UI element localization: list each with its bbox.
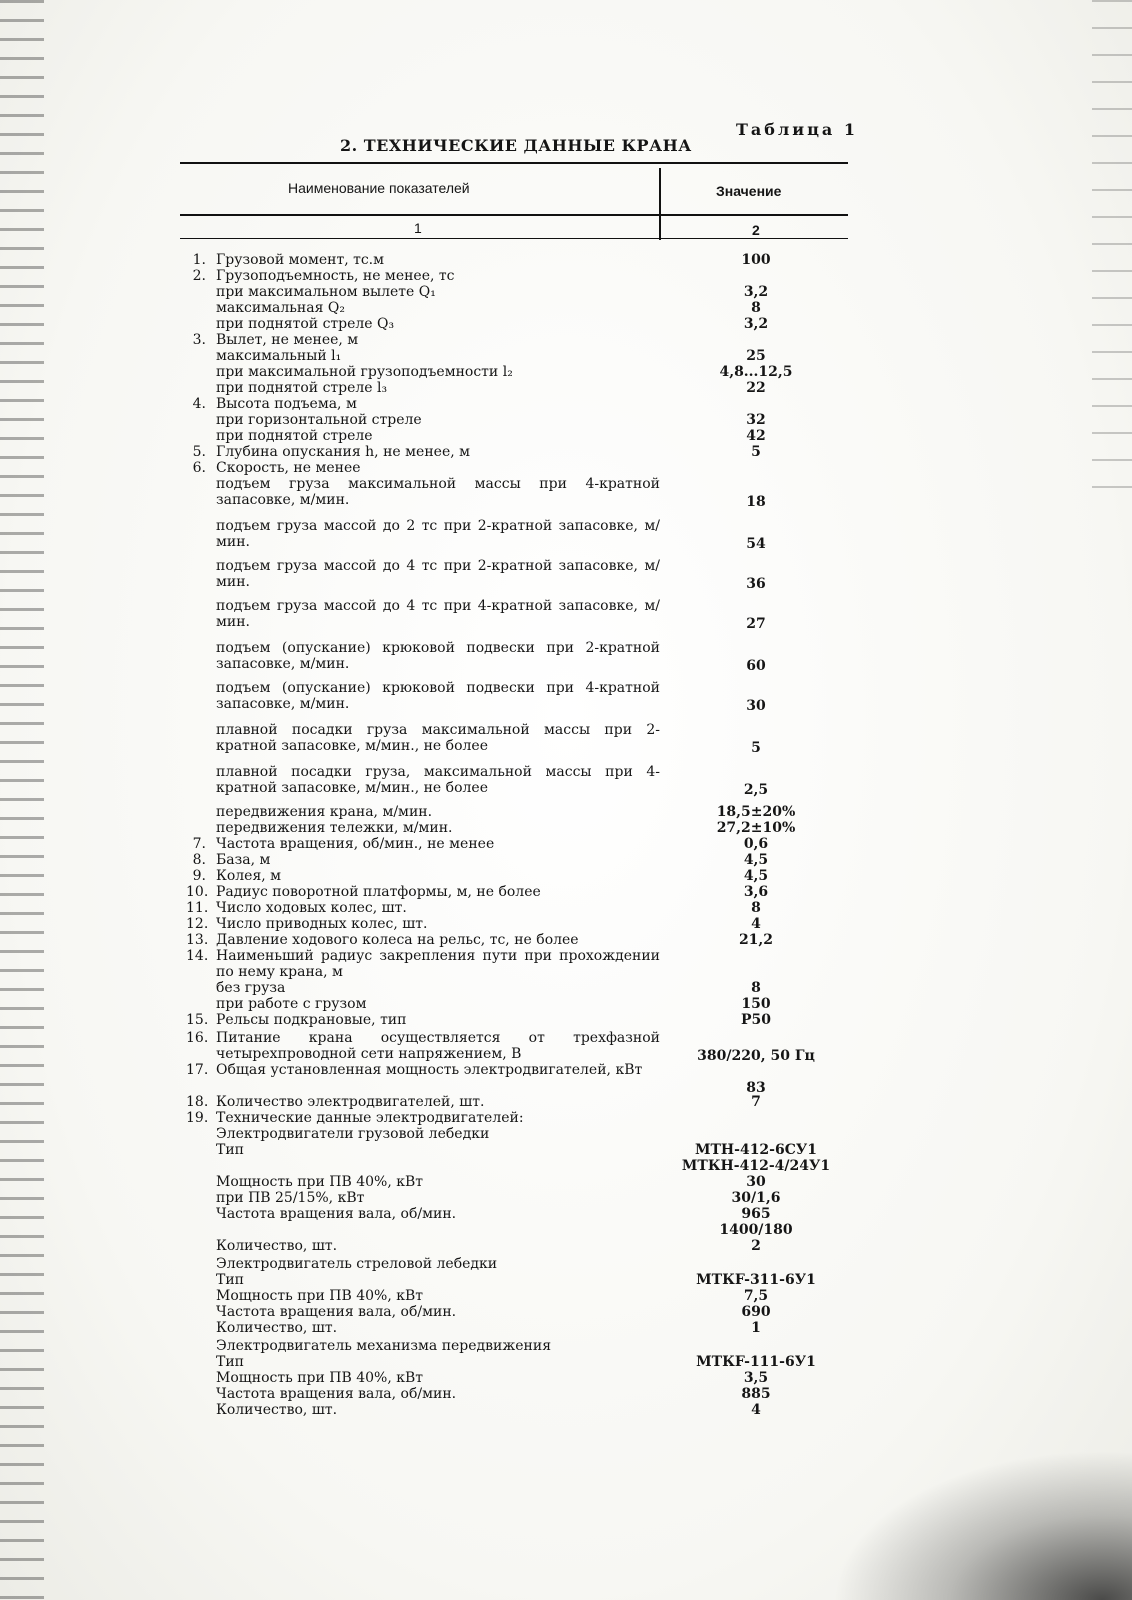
row-value: 4,8...12,5 [719, 364, 793, 380]
row-value: 965 [741, 1206, 771, 1222]
row-number: 4. [192, 396, 206, 412]
row-label: Электродвигатель стреловой лебедки [216, 1256, 498, 1272]
row-label: при поднятой стреле Q₃ [216, 316, 395, 332]
table-label: Таблица 1 [736, 120, 858, 139]
row-label: при работе с грузом [216, 996, 367, 1012]
row-value: МТКF-311-6У1 [696, 1272, 816, 1288]
row-label: подъем груза массой до 4 тс при 2-кратной запасовке, м/мин. [216, 558, 660, 590]
row-value: 1 [751, 1320, 761, 1336]
row-value: 885 [741, 1386, 771, 1402]
row-value: 8 [751, 900, 761, 916]
row-number: 3. [192, 332, 206, 348]
row-value: 8 [751, 980, 761, 996]
row-value: 5 [751, 444, 761, 460]
row-number: 1. [192, 252, 206, 268]
row-label: при максимальной грузоподъемности l₂ [216, 364, 513, 380]
row-value: 3,2 [743, 316, 769, 332]
row-label: при максимальном вылете Q₁ [216, 284, 436, 300]
row-value: 60 [746, 658, 766, 674]
row-value: Р50 [740, 1012, 771, 1028]
row-value: 1400/180 [719, 1222, 793, 1238]
row-number: 9. [192, 868, 206, 884]
row-label: Общая установленная мощность электродвигателей, кВт [216, 1062, 643, 1078]
row-value: 100 [741, 252, 771, 268]
row-label: подъем (опускание) крюковой подвески при 4-кратной запасовке, м/мин. [216, 680, 660, 712]
row-label: Скорость, не менее [216, 460, 361, 476]
row-value: 42 [746, 428, 766, 444]
row-number: 16. [186, 1030, 209, 1046]
row-label: при поднятой стреле l₃ [216, 380, 388, 396]
row-label: подъем груза массой до 2 тс при 2-кратной запасовке, м/мин. [216, 518, 660, 550]
row-label: Колея, м [216, 868, 282, 884]
row-label: Частота вращения вала, об/мин. [216, 1304, 457, 1320]
row-number: 17. [186, 1062, 209, 1078]
row-label: Давление ходового колеса на рельс, тс, не более [216, 932, 579, 948]
row-value: 150 [741, 996, 771, 1012]
column-header-name: Наименование показателей [288, 180, 470, 196]
row-label: при поднятой стреле [216, 428, 373, 444]
row-label: максимальный l₁ [216, 348, 342, 364]
row-value: МТН-412-6СУ1 [695, 1142, 817, 1158]
row-number: 8. [192, 852, 206, 868]
row-label: Глубина опускания h, не менее, м [216, 444, 471, 460]
row-label: Частота вращения вала, об/мин. [216, 1386, 457, 1402]
row-value: 4 [751, 916, 761, 932]
row-label: Число ходовых колес, шт. [216, 900, 407, 916]
row-label: Высота подъема, м [216, 396, 357, 412]
row-value: 3,6 [743, 884, 769, 900]
row-number: 12. [186, 916, 209, 932]
row-label: Питание крана осуществляется от трехфазной четырехпроводной сети напряжением, В [216, 1030, 660, 1062]
row-label: Количество, шт. [216, 1238, 338, 1254]
row-label: Электродвигатели грузовой лебедки [216, 1126, 490, 1142]
row-label: Наименьший радиус закрепления пути при прохождении по нему крана, м [216, 948, 660, 980]
row-value: 3,2 [743, 284, 769, 300]
column-number-1: 1 [414, 220, 422, 236]
row-value: 83 [746, 1080, 766, 1096]
row-label: передвижения крана, м/мин. [216, 804, 433, 820]
row-label: Число приводных колес, шт. [216, 916, 428, 932]
row-value: МТКН-412-4/24У1 [681, 1158, 831, 1174]
row-value: 7 [751, 1094, 761, 1110]
row-label: Грузовой момент, тс.м [216, 252, 385, 268]
row-number: 6. [192, 460, 206, 476]
row-label: Частота вращения вала, об/мин. [216, 1206, 457, 1222]
row-label: передвижения тележки, м/мин. [216, 820, 453, 836]
row-label: плавной посадки груза, максимальной массы при 4-кратной запасовке, м/мин., не более [216, 764, 660, 796]
row-value: 4,5 [743, 868, 769, 884]
row-label: максимальная Q₂ [216, 300, 345, 316]
document-title: 2. ТЕХНИЧЕСКИЕ ДАННЫЕ КРАНА [340, 136, 692, 155]
row-value: 2 [751, 1238, 761, 1254]
row-number: 7. [192, 836, 206, 852]
row-value: 22 [746, 380, 766, 396]
row-value: 36 [746, 576, 766, 592]
row-value: 54 [746, 536, 766, 552]
row-number: 14. [186, 948, 209, 964]
row-label: Частота вращения, об/мин., не менее [216, 836, 495, 852]
row-value: 5 [751, 740, 761, 756]
row-value: 32 [746, 412, 766, 428]
row-value: 8 [751, 300, 761, 316]
row-number: 19. [186, 1110, 209, 1126]
row-value: 4 [751, 1402, 761, 1418]
row-value: 18,5±20% [716, 804, 796, 820]
row-label: Мощность при ПВ 40%, кВт [216, 1288, 424, 1304]
row-label: Радиус поворотной платформы, м, не более [216, 884, 541, 900]
row-label: Грузоподъемность, не менее, тс [216, 268, 455, 284]
row-label: подъем (опускание) крюковой подвески при 2-кратной запасовке, м/мин. [216, 640, 660, 672]
row-label: Количество, шт. [216, 1320, 338, 1336]
row-value: 25 [746, 348, 766, 364]
row-label: Количество, шт. [216, 1402, 338, 1418]
row-label: плавной посадки груза максимальной массы при 2-кратной запасовке, м/мин., не более [216, 722, 660, 754]
row-label: Технические данные электродвигателей: [216, 1110, 524, 1126]
row-value: 2,5 [743, 782, 769, 798]
row-value: 0,6 [743, 836, 769, 852]
row-label: при горизонтальной стреле [216, 412, 422, 428]
row-value: 3,5 [743, 1370, 769, 1386]
row-number: 13. [186, 932, 209, 948]
row-label: Электродвигатель механизма передвижения [216, 1338, 552, 1354]
row-label: Тип [216, 1272, 244, 1288]
row-value: 7,5 [743, 1288, 769, 1304]
row-value: 380/220, 50 Гц [697, 1048, 815, 1064]
row-number: 2. [192, 268, 206, 284]
column-header-value: Значение [716, 183, 782, 199]
row-value: 21,2 [738, 932, 774, 948]
row-number: 5. [192, 444, 206, 460]
row-label: подъем груза массой до 4 тс при 4-кратной запасовке, м/мин. [216, 598, 660, 630]
row-value: 27 [746, 616, 766, 632]
row-value: 4,5 [743, 852, 769, 868]
row-value: МТКF-111-6У1 [696, 1354, 816, 1370]
row-value: 30/1,6 [731, 1190, 781, 1206]
row-number: 11. [186, 900, 209, 916]
row-label: Количество электродвигателей, шт. [216, 1094, 485, 1110]
row-label: при ПВ 25/15%, кВт [216, 1190, 365, 1206]
row-label: Рельсы подкрановые, тип [216, 1012, 407, 1028]
row-label: Вылет, не менее, м [216, 332, 359, 348]
row-number: 10. [186, 884, 209, 900]
row-number: 18. [186, 1094, 209, 1110]
row-value: 27,2±10% [716, 820, 796, 836]
column-number-2: 2 [752, 222, 760, 238]
row-number: 15. [186, 1012, 209, 1028]
row-label: Мощность при ПВ 40%, кВт [216, 1370, 424, 1386]
row-label: подъем груза максимальной массы при 4-кратной запасовке, м/мин. [216, 476, 660, 508]
row-value: 30 [746, 698, 766, 714]
row-value: 30 [746, 1174, 766, 1190]
row-value: 690 [741, 1304, 771, 1320]
row-label: без груза [216, 980, 286, 996]
row-label: Тип [216, 1142, 244, 1158]
row-value: 18 [746, 494, 766, 510]
row-label: Мощность при ПВ 40%, кВт [216, 1174, 424, 1190]
row-label: База, м [216, 852, 271, 868]
row-label: Тип [216, 1354, 244, 1370]
